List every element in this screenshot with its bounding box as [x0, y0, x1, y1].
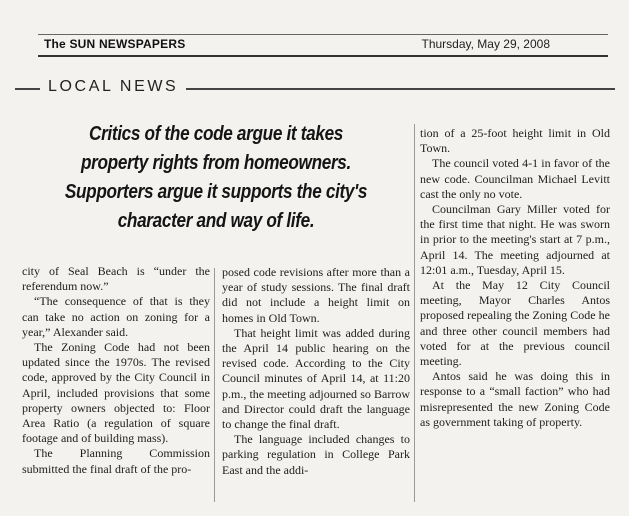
article-paragraph: That height limit was added during the April 14 public hearing on the revised code. According to the City Council minutes of April 14, at 11:20 p.m., the meeting adjourned so Barrow and Director could draft the language to change the final draft.	[222, 325, 410, 432]
pull-quote	[49, 120, 383, 236]
section-label: LOCAL NEWS	[40, 78, 186, 96]
pull-quote-line: property rights from homeowners.	[81, 152, 351, 174]
pull-quote-line: Supporters argue it supports the city's	[64, 181, 368, 203]
article-paragraph: Councilman Gary Miller voted for the first time that night. He was sworn in prior to the meeting's start at 7 p.m., April 14. The meeting adjourned at 12:01 a.m., Tuesday, April 15.	[420, 202, 610, 277]
article-paragraph: The language included changes to parking regulation in College Park East and the addi-	[222, 432, 410, 477]
article-paragraph: Antos said he was doing this in response to a “small faction” who had misrepresented the new Zoning Code as government taking of property.	[420, 369, 610, 429]
article-paragraph: “The consequence of that is they can take no action on zoning for a year,” Alexander said.	[22, 294, 210, 339]
article-paragraph: At the May 12 City Council meeting, Mayor Charles Antos proposed repealing the Zoning Code he and three other council members had voted for at the previous council meeting.	[420, 278, 610, 369]
article-paragraph: The council voted 4-1 in favor of the new code. Councilman Michael Levitt cast the only no vote.	[420, 156, 610, 201]
article-paragraph: The Zoning Code had not been updated since the 1970s. The revised code, approved by the City Council in April, included provisions that some property owners objected to: Floor Area Ratio (a regulation of square footage and of building mass).	[22, 340, 210, 446]
column-rule	[414, 124, 415, 502]
article-column-1	[22, 264, 210, 477]
pull-quote-line: Critics of the code argue it takes	[88, 123, 344, 145]
column-rule	[214, 268, 215, 502]
article-column-3	[420, 126, 610, 430]
issue-date: Thursday, May 29, 2008	[421, 37, 550, 51]
article-column-2	[222, 265, 410, 478]
publication-name: The SUN NEWSPAPERS	[44, 37, 186, 51]
article-paragraph: The Planning Commission submitted the final draft of the pro-	[22, 446, 210, 476]
article-paragraph: tion of a 25-foot height limit in Old Town.	[420, 126, 610, 156]
pull-quote-line: character and way of life.	[117, 210, 315, 232]
article-paragraph: posed code revisions after more than a year of study sessions. The final draft did not include a height limit on homes in Old Town.	[222, 265, 410, 325]
article-paragraph: city of Seal Beach is “under the referendum now.”	[22, 264, 210, 294]
masthead	[38, 34, 608, 57]
